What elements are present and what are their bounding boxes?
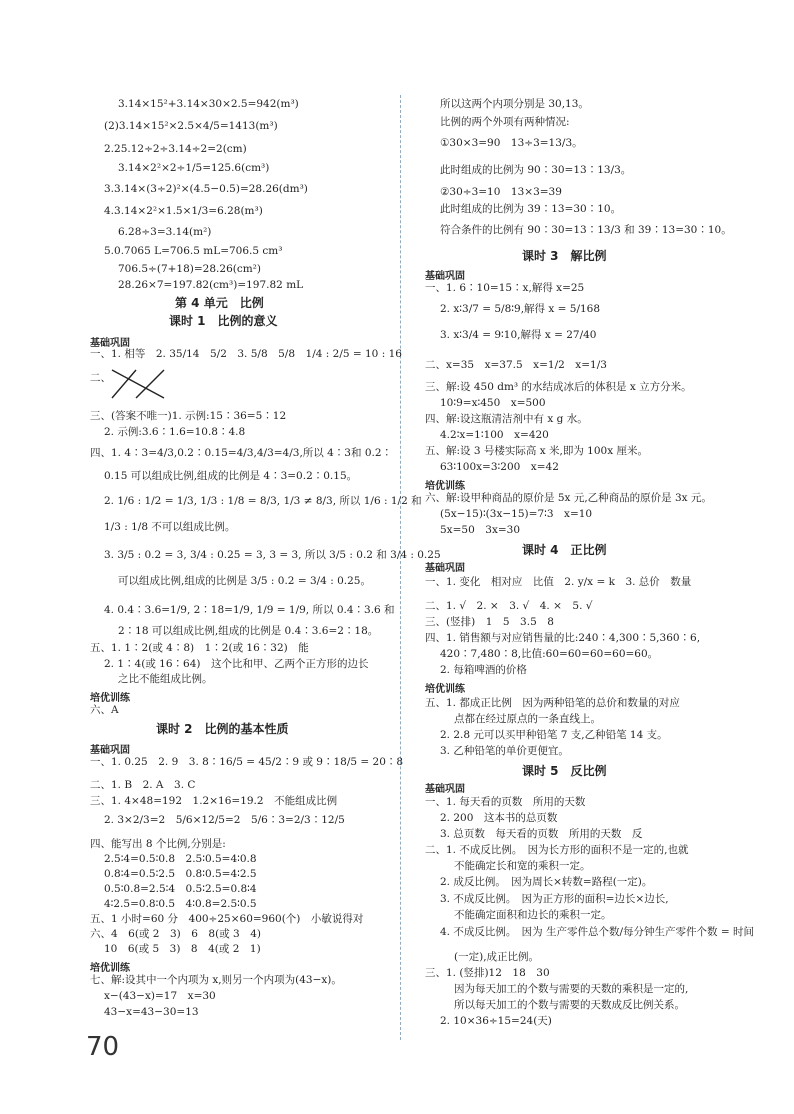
text-line: 此时组成的比例为 90∶30=13∶13/3。 bbox=[440, 164, 632, 176]
text-line: 3.14×15²+3.14×30×2.5=942(m³) bbox=[118, 98, 299, 110]
answer-line: (一定),成正比例。 bbox=[454, 951, 540, 963]
answer-line: 二、1. B 2. A 3. C bbox=[90, 779, 196, 791]
text-line: 符合条件的比例有 90∶30=13∶13/3 和 39∶13=30∶10。 bbox=[440, 224, 732, 236]
section-label: 基础巩固 bbox=[425, 563, 465, 574]
answer-line: 三、(竖排) 1 5 3.5 8 bbox=[425, 616, 554, 628]
answer-line: 三、1. 4×48=192 1.2×16=19.2 不能组成比例 bbox=[90, 795, 338, 807]
answer-line: 因为每天加工的个数与需要的天数的乘积是一定的, bbox=[454, 983, 689, 995]
column-divider bbox=[400, 95, 401, 1040]
answer-line: 420∶7,480∶8,比值:60=60=60=60=60。 bbox=[440, 648, 659, 660]
answer-line: x−(43−x)=17 x=30 bbox=[104, 990, 216, 1002]
answer-line: 四、1. 销售额与对应销售量的比:240∶4,300∶5,360∶6, bbox=[425, 632, 701, 644]
answer-line: 所以每天加工的个数与需要的天数成反比例关系。 bbox=[454, 999, 685, 1011]
answer-line: 2. 2.8 元可以买甲种铅笔 7 支,乙种铅笔 14 支。 bbox=[440, 729, 668, 741]
text-line: 3.14×2²×2÷1/5=125.6(cm³) bbox=[118, 162, 270, 174]
answer-line: 2. 200 这本书的总页数 bbox=[440, 812, 558, 824]
answer-line: 四、能写出 8 个比例,分别是: bbox=[90, 838, 226, 850]
text-line: 所以这两个内项分别是 30,13。 bbox=[440, 98, 589, 110]
answer-line: 五、1 小时=60 分 400÷25×60=960(个) 小敏说得对 bbox=[90, 913, 364, 925]
text-line: ②30÷3=10 13×3=39 bbox=[440, 186, 562, 198]
answer-line: 10∶9=x∶450 x=500 bbox=[440, 397, 546, 409]
section-label: 培优训练 bbox=[90, 693, 130, 704]
answer-line: 63∶100x=3∶200 x=42 bbox=[440, 461, 559, 473]
text-line: 比例的两个外项有两种情况: bbox=[440, 116, 570, 128]
answer-line: 2. 成反比例。 因为周长×转数=路程(一定)。 bbox=[440, 876, 653, 888]
text-line: (2)3.14×15²×2.5×4/5=1413(m³) bbox=[104, 120, 278, 132]
answer-line: 10 6(或 5 3) 8 4(或 2 1) bbox=[104, 943, 261, 955]
answer-line: 2.5∶4=0.5∶0.8 2.5∶0.5=4∶0.8 bbox=[104, 853, 257, 865]
answer-line: 五、1. 1∶2(或 4∶8) 1∶2(或 16∶32) 能 bbox=[90, 642, 309, 654]
answer-line: 4. 不成反比例。 因为 生产零件总个数/每分钟生产零件个数 = 时间 bbox=[440, 926, 754, 938]
answer-line: 六、A bbox=[90, 704, 119, 716]
answer-line: 不能确定面积和边长的乘积一定。 bbox=[454, 909, 612, 921]
answer-line: 1/3 : 1/8 不可以组成比例。 bbox=[104, 521, 236, 533]
answer-line: 2∶18 可以组成比例,组成的比例是 0.4∶3.6=2∶18。 bbox=[118, 625, 379, 637]
answer-line: 43−x=43−30=13 bbox=[104, 1006, 199, 1018]
answer-line: 3. 乙种铅笔的单价更便宜。 bbox=[440, 745, 569, 757]
answer-line: 三、解:设 450 dm³ 的水结成冰后的体积是 x 立方分米。 bbox=[425, 381, 692, 393]
unit-title: 第 4 单元 比例 bbox=[175, 296, 264, 310]
answer-line: 二、x=35 x=37.5 x=1/2 x=1/3 bbox=[425, 359, 607, 371]
answer-line: 六、解:设甲种商品的原价是 5x 元,乙种商品的原价是 3x 元。 bbox=[425, 492, 712, 504]
answer-line: 3. 3/5 : 0.2 = 3, 3/4 : 0.25 = 3, 3 = 3, 所以 3/5 : 0.2 和 3/4 : 0.25 bbox=[104, 549, 441, 561]
answer-line: 3. 总页数 每天看的页数 所用的天数 反 bbox=[440, 828, 643, 840]
lesson-title: 课时 4 正比例 bbox=[522, 543, 607, 557]
answer-line: 二、 bbox=[90, 372, 111, 384]
answer-line: 0.15 可以组成比例,组成的比例是 4∶3=0.2∶0.15。 bbox=[104, 470, 358, 482]
answer-line: 五、解:设 3 号楼实际高 x 米,即为 100x 厘米。 bbox=[425, 445, 648, 457]
answer-line: 2. 3×2/3=2 5/6×12/5=2 5/6∶3=2/3∶12/5 bbox=[104, 814, 345, 826]
answer-line: 4∶2.5=0.8∶0.5 4∶0.8=2.5∶0.5 bbox=[104, 898, 257, 910]
answer-line: 5x=50 3x=30 bbox=[440, 524, 521, 536]
section-label: 基础巩固 bbox=[425, 271, 465, 282]
lesson-title: 课时 3 解比例 bbox=[522, 249, 607, 263]
answer-line: 二、1. √ 2. × 3. √ 4. × 5. √ bbox=[425, 600, 593, 612]
answer-line: 2. x∶3/7 = 5/8∶9,解得 x = 5/168 bbox=[440, 303, 601, 315]
answer-line: 2. 示例:3.6∶1.6=10.8∶4.8 bbox=[104, 426, 246, 438]
answer-line: 4.2∶x=1∶100 x=420 bbox=[440, 429, 549, 441]
answer-line: 一、1. 0.25 2. 9 3. 8∶16/5 = 45/2∶9 或 9∶18/5 = 20∶8 bbox=[90, 756, 404, 768]
text-line: 此时组成的比例为 39∶13=30∶10。 bbox=[440, 203, 622, 215]
answer-line: 3. 不成反比例。 因为正方形的面积=边长×边长, bbox=[440, 893, 669, 905]
answer-line: 二、1. 不成反比例。 因为长方形的面积不是一定的,也就 bbox=[425, 844, 689, 856]
lesson-title: 课时 5 反比例 bbox=[522, 764, 607, 778]
answer-line: 四、1. 4∶3=4/3,0.2∶0.15=4/3,4/3=4/3,所以 4∶3和 0.2∶ bbox=[90, 447, 393, 459]
text-line: 6.28÷3=3.14(m²) bbox=[118, 226, 212, 238]
section-label: 基础巩固 bbox=[425, 784, 465, 795]
answer-line: 2. 1∶4(或 16∶64) 这个比和甲、乙两个正方形的边长 bbox=[104, 658, 369, 670]
answer-line: 一、1. 每天看的页数 所用的天数 bbox=[425, 796, 586, 808]
section-label: 基础巩固 bbox=[90, 745, 130, 756]
answer-line: 之比不能组成比例。 bbox=[118, 673, 213, 685]
answer-line: 三、(答案不唯一)1. 示例:15∶36=5∶12 bbox=[90, 410, 287, 422]
answer-line: 2. 每箱啤酒的价格 bbox=[440, 664, 527, 676]
text-line: 706.5÷(7+18)=28.26(cm²) bbox=[118, 263, 261, 275]
text-line: 2.25.12÷2÷3.14÷2=2(cm) bbox=[104, 143, 247, 155]
answer-line: 2. 1/6 : 1/2 = 1/3, 1/3 : 1/8 = 8/3, 1/3 ≠ 8/3, 所以 1/6 : 1/2 和 bbox=[104, 495, 422, 507]
answer-line: 三、1. (竖排)12 18 30 bbox=[425, 967, 550, 979]
section-label: 基础巩固 bbox=[90, 338, 130, 349]
page-number: 70 bbox=[86, 1032, 120, 1062]
matching-lines-diagram bbox=[106, 366, 172, 402]
section-label: 培优训练 bbox=[90, 963, 130, 974]
section-label: 培优训练 bbox=[425, 481, 465, 492]
text-line: 4.3.14×2²×1.5×1/3=6.28(m³) bbox=[104, 205, 263, 217]
text-line: ①30×3=90 13÷3=13/3。 bbox=[440, 137, 583, 149]
answer-line: 四、解:设这瓶清洁剂中有 x g 水。 bbox=[425, 413, 588, 425]
answer-line: 可以组成比例,组成的比例是 3/5 : 0.2 = 3/4 : 0.25。 bbox=[118, 575, 371, 587]
answer-line: 2. 10×36÷15=24(天) bbox=[440, 1015, 552, 1027]
answer-line: 0.8∶4=0.5∶2.5 0.8∶0.5=4∶2.5 bbox=[104, 868, 257, 880]
lesson-title: 课时 2 比例的基本性质 bbox=[156, 722, 289, 736]
answer-line: 六、4 6(或 2 3) 6 8(或 3 4) bbox=[90, 928, 262, 940]
answer-line: 0.5∶0.8=2.5∶4 0.5∶2.5=0.8∶4 bbox=[104, 883, 257, 895]
answer-line: 一、1. 变化 相对应 比值 2. y/x = k 3. 总价 数量 bbox=[425, 576, 692, 588]
section-label: 培优训练 bbox=[425, 684, 465, 695]
answer-line: (5x−15)∶(3x−15)=7∶3 x=10 bbox=[440, 508, 593, 520]
text-line: 5.0.7065 L=706.5 mL=706.5 cm³ bbox=[104, 245, 283, 257]
answer-line: 不能确定长和宽的乘积一定。 bbox=[454, 860, 591, 872]
answer-line: 一、1. 相等 2. 35/14 5/2 3. 5/8 5/8 1/4 : 2/5 = 10 : 16 bbox=[90, 348, 402, 360]
lesson-title: 课时 1 比例的意义 bbox=[169, 314, 278, 328]
answer-line: 七、解:设其中一个内项为 x,则另一个内项为(43−x)。 bbox=[90, 974, 342, 986]
answer-line: 点都在经过原点的一条直线上。 bbox=[454, 713, 601, 725]
answer-line: 4. 0.4∶3.6=1/9, 2∶18=1/9, 1/9 = 1/9, 所以 0.4∶3.6 和 bbox=[104, 604, 395, 616]
answer-line: 五、1. 都成正比例 因为两种铅笔的总价和数量的对应 bbox=[425, 697, 680, 709]
text-line: 28.26×7=197.82(cm³)=197.82 mL bbox=[118, 279, 304, 291]
answer-line: 一、1. 6∶10=15∶x,解得 x=25 bbox=[425, 282, 585, 294]
answer-line: 3. x∶3/4 = 9∶10,解得 x = 27/40 bbox=[440, 329, 597, 341]
text-line: 3.3.14×(3÷2)²×(4.5−0.5)=28.26(dm³) bbox=[104, 183, 308, 195]
